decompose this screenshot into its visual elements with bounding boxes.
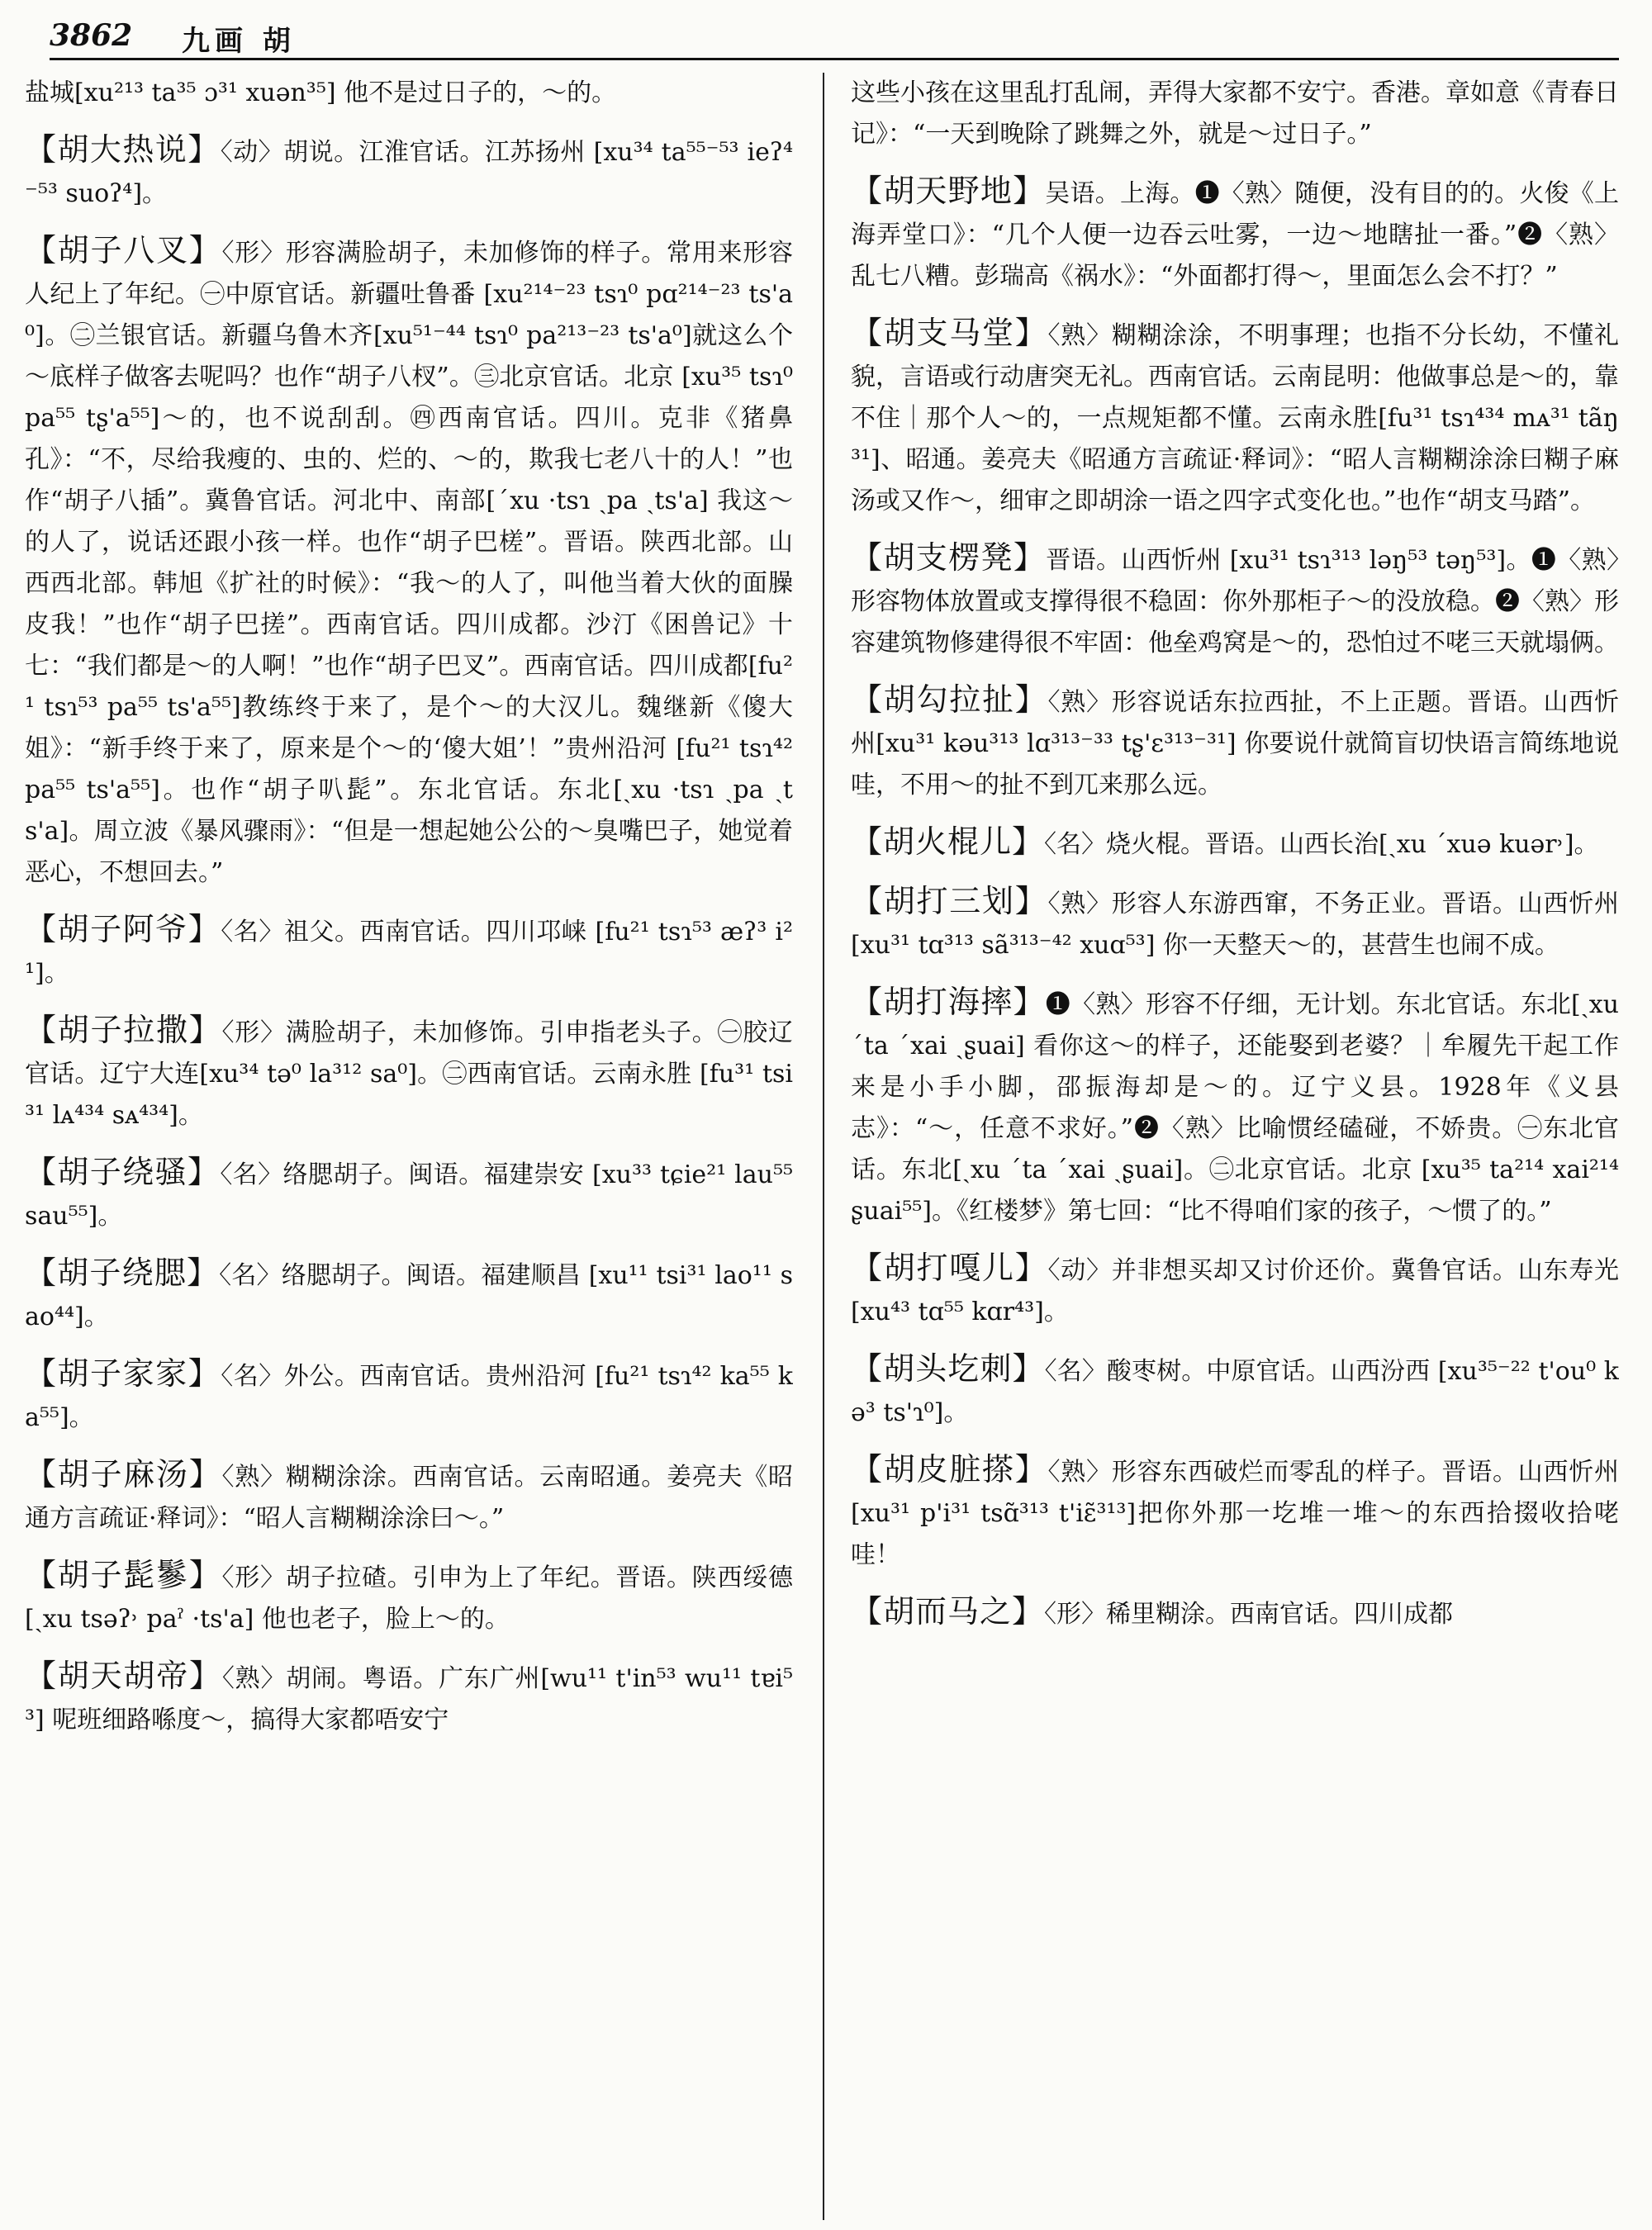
dictionary-entry	[851, 821, 1619, 866]
dictionary-entry	[25, 1151, 793, 1237]
entry-headword: 【胡子绕腮】	[25, 1255, 220, 1291]
entry-text: 〈熟〉糊糊涂涂。西南官话。云南昭通。姜亮夫《昭通方言疏证·释词》：“昭人言糊糊涂涂曰～。”	[25, 1463, 793, 1533]
dictionary-entry	[25, 69, 793, 114]
entry-headword: 【胡天胡帝】	[25, 1658, 222, 1694]
entry-text: 〈名〉络腮胡子。闽语。福建崇安 [xu³³ tɕie²¹ lau⁵⁵ sau⁵⁵]。	[25, 1160, 793, 1231]
entry-headword: 【胡勾拉扯】	[851, 681, 1048, 718]
entry-text: ❶〈熟〉形容不仔细，无计划。东北官话。东北[ˏxu ˊta ˊxai ˏʂuai] 看你这～的样子，还能娶到老婆？｜牟履先干起工作来是小手小脚，邵振海却是～的。辽宁义县。1928年《义县志》：“～，任意不求好。”❷〈熟〉比喻惯经磕碰，不娇贵。㊀东北官话。东北[ˏxu ˊta ˊxai ˏʂuai]。㊁北京官话。北京 [xu³⁵ ta²¹⁴ xai²¹⁴ ʂuai⁵⁵]。《红楼梦》第七回：“比不得咱们家的孩子，～惯了的。”	[851, 990, 1619, 1226]
entry-headword: 【胡大热说】	[25, 131, 221, 168]
dictionary-entry	[851, 1449, 1619, 1576]
entry-headword: 【胡子阿爷】	[25, 911, 221, 947]
entry-text: 晋语。山西忻州 [xu³¹ tsɿ³¹³ ləŋ⁵³ təŋ⁵³]。❶〈熟〉形容物体放置或支撑得很不稳固：你外那柜子～的没放稳。❷〈熟〉形容建筑物修建得很不牢固：他垒鸡窝是～的，恐怕过不咾三天就塌俩。	[851, 546, 1619, 657]
entry-text: 这些小孩在这里乱打乱闹，弄得大家都不安宁。香港。章如意《青春日记》：“一天到晚除了跳舞之外，就是～过日子。”	[851, 78, 1619, 149]
entry-headword: 【胡打海摔】	[851, 984, 1046, 1020]
entry-text: 〈名〉外公。西南官话。贵州沿河 [fu²¹ tsɿ⁴² ka⁵⁵ ka⁵⁵]。	[25, 1362, 793, 1432]
entry-headword: 【胡子拉撒】	[25, 1012, 222, 1048]
entry-headword: 【胡打三划】	[851, 883, 1048, 919]
entry-text: 〈动〉胡说。江淮官话。江苏扬州 [xu³⁴ ta⁵⁵⁻⁵³ ieʔ⁴⁻⁵³ suoʔ⁴]。	[25, 138, 793, 208]
dictionary-entry	[851, 312, 1619, 522]
entry-headword: 【胡天野地】	[851, 173, 1046, 209]
entry-headword: 【胡支楞凳】	[851, 539, 1047, 576]
running-head: 九画 胡	[182, 25, 296, 58]
entry-text: 〈形〉稀里糊涂。西南官话。四川成都	[1044, 1600, 1454, 1629]
entry-text: 〈形〉满脸胡子，未加修饰。引申指老头子。㊀胶辽官话。辽宁大连[xu³⁴ tə⁰ la³¹² sa⁰]。㊁西南官话。云南永胜 [fu³¹ tsi³¹ lᴀ⁴³⁴ sᴀ⁴³⁴]。	[25, 1018, 793, 1130]
dictionary-entry	[851, 537, 1619, 664]
entry-text: 吴语。上海。❶〈熟〉随便，没有目的的。火俊《上海弄堂口》：“几个人便一边吞云吐雾，一边～地瞎扯一番。”❷〈熟〉乱七八糟。彭瑞高《祸水》：“外面都打得～，里面怎么会不打？”	[851, 179, 1619, 291]
dictionary-entry	[851, 679, 1619, 806]
entry-headword: 【胡皮脏搽】	[851, 1451, 1048, 1487]
page-number: 3862	[50, 18, 133, 53]
entry-headword: 【胡头圪刺】	[851, 1350, 1045, 1387]
dictionary-entry	[25, 1554, 793, 1640]
entry-text: 〈熟〉胡闹。粤语。广东广州[wu¹¹ t'in⁵³ wu¹¹ tɐi⁵³] 呢班细路喺度～，搞得大家都唔安宁	[25, 1664, 793, 1734]
dictionary-entry	[25, 1009, 793, 1136]
dictionary-entry	[25, 1252, 793, 1338]
dictionary-entry	[25, 1454, 793, 1540]
entry-headword: 【胡火棍儿】	[851, 823, 1045, 860]
dictionary-entry	[25, 230, 793, 894]
header-rule	[50, 58, 1619, 60]
entry-text: 〈熟〉形容说话东拉西扯，不上正题。晋语。山西忻州[xu³¹ kəu³¹³ lɑ³¹³⁻³³ tʂ'ɛ³¹³⁻³¹] 你要说什就简盲切快语言简练地说哇，不用～的扯不到兀来那么远。	[851, 688, 1619, 799]
entry-text: 〈名〉祖父。西南官话。四川邛崃 [fu²¹ tsɿ⁵³ æʔ³ i²¹]。	[25, 918, 793, 988]
dictionary-entry	[25, 129, 793, 215]
dictionary-entry	[851, 1247, 1619, 1333]
entry-text: 〈动〉并非想买却又讨价还价。冀鲁官话。山东寿光[xu⁴³ tɑ⁵⁵ kɑr⁴³]。	[851, 1256, 1619, 1326]
right-column	[851, 69, 1619, 2217]
dictionary-entry	[851, 170, 1619, 297]
entry-headword: 【胡子麻汤】	[25, 1456, 222, 1492]
entry-headword: 【胡而马之】	[851, 1593, 1045, 1630]
dictionary-entry	[851, 1348, 1619, 1434]
entry-text: 〈熟〉糊糊涂涂，不明事理；也指不分长幼，不懂礼貌，言语或行动唐突无礼。西南官话。云南昆明：他做事总是～的，靠不住｜那个人～的，一点规矩都不懂。云南永胜[fu³¹ tsɿ⁴³⁴ mᴀ³¹ tãŋ³¹]、昭通。姜亮夫《昭通方言疏证·释词》：“昭人言糊糊涂涂曰糊子麻汤或又作～，细审之即胡涂一语之四字式变化也。”也作“胡支马踏”。	[851, 321, 1619, 515]
entry-text: 〈名〉络腮胡子。闽语。福建顺昌 [xu¹¹ tsi³¹ lao¹¹ sao⁴⁴]。	[25, 1261, 793, 1331]
dictionary-entry	[851, 981, 1619, 1232]
entry-text: 〈熟〉形容东西破烂而零乱的样子。晋语。山西忻州[xu³¹ p'i³¹ tsɑ̃³¹³ t'iɛ̃³¹³]把你外那一圪堆一堆～的东西拾掇收拾咾哇！	[851, 1458, 1619, 1569]
entry-text: 〈形〉胡子拉碴。引申为上了年纪。晋语。陕西绥德 [ˏxu tsəʔ˒ paˀ ·ts'a] 他也老子，脸上～的。	[25, 1563, 793, 1634]
dictionary-entry	[851, 1591, 1619, 1635]
entry-headword: 【胡子八叉】	[25, 232, 222, 268]
dictionary-entry	[25, 1353, 793, 1439]
entry-headword: 【胡子绕骚】	[25, 1154, 221, 1190]
entry-text: 〈熟〉形容人东游西窜，不务正业。晋语。山西忻州[xu³¹ tɑ³¹³ sã³¹³⁻⁴² xuɑ⁵³] 你一天整天～的，甚营生也闹不成。	[851, 890, 1619, 960]
dictionary-entry	[851, 69, 1619, 155]
left-column	[25, 69, 793, 2217]
entry-text: 盐城[xu²¹³ ta³⁵ ɔ³¹ xuən³⁵] 他不是过日子的，～的。	[25, 78, 617, 107]
dictionary-entry	[25, 909, 793, 994]
entry-headword: 【胡支马堂】	[851, 315, 1048, 351]
entry-headword: 【胡子髭鬖】	[25, 1557, 222, 1593]
entry-headword: 【胡打嘎儿】	[851, 1250, 1048, 1286]
entry-text: 〈名〉烧火棍。晋语。山西长治[ˏxu ˊxuə kuər˒]。	[1044, 830, 1599, 859]
dictionary-entry	[851, 880, 1619, 966]
page-header	[50, 18, 1619, 58]
entry-headword: 【胡子家家】	[25, 1355, 221, 1392]
entry-text: 〈形〉形容满脸胡子，未加修饰的样子。常用来形容人纪上了年纪。㊀中原官话。新疆吐鲁番 [xu²¹⁴⁻²³ tsɿ⁰ pɑ²¹⁴⁻²³ ts'a⁰]。㊁兰银官话。新疆乌鲁木齐[xu⁵¹⁻⁴⁴ tsɿ⁰ pa²¹³⁻²³ ts'a⁰]就这么个～底样子做客去呢吗？也作“胡子八杈”。㊂北京官话。北京 [xu³⁵ tsɿ⁰ pa⁵⁵ tʂ'a⁵⁵]～的，也不说刮刮。㊃西南官话。四川。克非《猪鼻孔》：“不，尽给我瘦的、虫的、烂的、～的，欺我七老八十的人！”也作“胡子八插”。冀鲁官话。河北中、南部[ˊxu ·tsɿ ˏpa ˏts'a] 我这～的人了，说话还跟小孩一样。也作“胡子巴槎”。晋语。陕西北部。山西西北部。韩旭《扩社的时候》：“我～的人了，叫他当着大伙的面臊皮我！”也作“胡子巴搓”。西南官话。四川成都。沙汀《困兽记》十七：“我们都是～的人啊！”也作“胡子巴叉”。西南官话。四川成都[fu²¹ tsɿ⁵³ pa⁵⁵ ts'a⁵⁵]教练终于来了，是个～的大汉儿。魏继新《傻大姐》：“新手终于来了，原来是个～的‘傻大姐’！”贵州沿河 [fu²¹ tsɿ⁴² pa⁵⁵ ts'a⁵⁵]。也作“胡子叭髭”。东北官话。东北[ˏxu ·tsɿ ˏpa ˏts'a]。周立波《暴风骤雨》：“但是一想起她公公的～臭嘴巴子，她觉着恶心，不想回去。”	[25, 239, 793, 887]
dictionary-entry	[25, 1655, 793, 1741]
column-divider	[823, 73, 824, 2220]
entry-text: 〈名〉酸枣树。中原官话。山西汾西 [xu³⁵⁻²² t'ou⁰ kə³ ts'ɿ⁰]。	[851, 1357, 1619, 1427]
